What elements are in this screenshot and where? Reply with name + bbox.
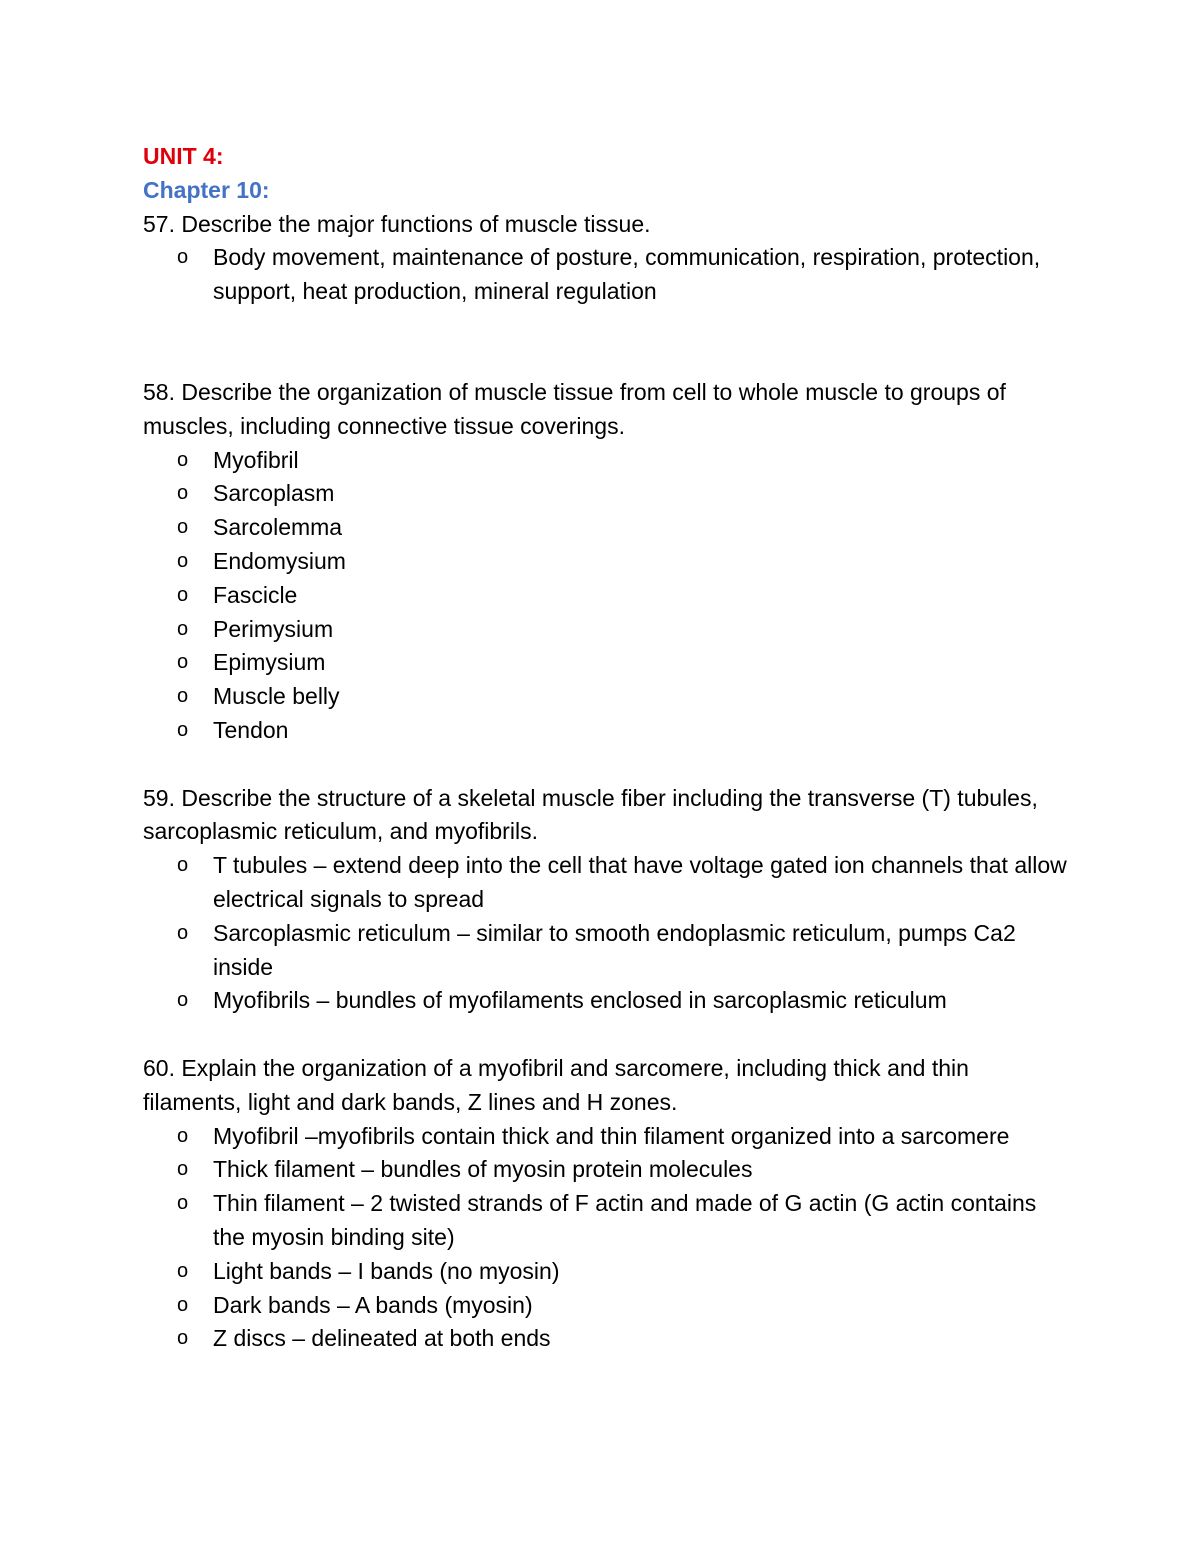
list-item: o Thin filament – 2 twisted strands of F actin and made of G actin (G actin contains the myosin binding site) — [143, 1187, 1073, 1255]
bullet-icon: o — [177, 1158, 189, 1181]
list-item: o Thick filament – bundles of myosin protein molecules — [143, 1153, 1073, 1187]
question-58: 58. Describe the organization of muscle tissue from cell to whole muscle to groups of muscles, including connective tissue coverings. — [143, 378, 1006, 439]
list-item: o Dark bands – A bands (myosin) — [143, 1289, 1073, 1323]
bullet-icon: o — [177, 651, 189, 674]
list-item: o T tubules – extend deep into the cell that have voltage gated ion channels that allow electrical signals to spread — [143, 849, 1073, 917]
bullet-icon: o — [177, 448, 189, 471]
list-item: o Sarcolemma — [143, 511, 1073, 545]
bullet-icon: o — [177, 482, 189, 505]
list-item: o Z discs – delineated at both ends — [143, 1322, 1073, 1356]
spacer — [143, 1018, 1073, 1052]
bullet-icon: o — [177, 854, 189, 877]
bullet-icon: o — [177, 617, 189, 640]
list-item: o Myofibril — [143, 444, 1073, 478]
bullet-icon: o — [177, 583, 189, 606]
list-item: o Perimysium — [143, 613, 1073, 647]
list-item: o Endomysium — [143, 545, 1073, 579]
list-item: o Tendon — [143, 714, 1073, 748]
bullet-icon: o — [177, 1192, 189, 1215]
bullet-icon: o — [177, 1259, 189, 1282]
document-page — [143, 140, 1073, 1356]
bullet-icon: o — [177, 921, 189, 944]
list-item: o Muscle belly — [143, 680, 1073, 714]
list-item: o Myofibrils – bundles of myofilaments enclosed in sarcoplasmic reticulum — [143, 984, 1073, 1018]
chapter-title: Chapter 10: — [143, 176, 270, 203]
list-item: o Fascicle — [143, 579, 1073, 613]
bullet-icon: o — [177, 516, 189, 539]
list-item: o Myofibril –myofibrils contain thick and thin filament organized into a sarcomere — [143, 1120, 1073, 1154]
answer-list-60 — [143, 1120, 1073, 1357]
list-item: o Body movement, maintenance of posture, communication, respiration, protection, support, heat production, mineral regulation — [143, 241, 1073, 309]
bullet-icon: o — [177, 549, 189, 572]
list-item: o Sarcoplasm — [143, 477, 1073, 511]
bullet-icon: o — [177, 1124, 189, 1147]
bullet-icon: o — [177, 246, 189, 269]
bullet-icon: o — [177, 1293, 189, 1316]
bullet-icon: o — [177, 1327, 189, 1350]
unit-title: UNIT 4: — [143, 143, 224, 169]
list-item: o Sarcoplasmic reticulum – similar to smooth endoplasmic reticulum, pumps Ca2 inside — [143, 917, 1073, 985]
answer-list-57 — [143, 241, 1073, 309]
question-57: 57. Describe the major functions of muscle tissue. — [143, 210, 651, 237]
list-item: o Epimysium — [143, 646, 1073, 680]
list-item: o Light bands – I bands (no myosin) — [143, 1255, 1073, 1289]
bullet-icon: o — [177, 989, 189, 1012]
question-59: 59. Describe the structure of a skeletal muscle fiber including the transverse (T) tubules, sarcoplasmic reticulum, and myofibrils. — [143, 784, 1038, 845]
spacer — [143, 748, 1073, 782]
answer-list-58 — [143, 444, 1073, 748]
bullet-icon: o — [177, 685, 189, 708]
bullet-icon: o — [177, 718, 189, 741]
question-60: 60. Explain the organization of a myofibril and sarcomere, including thick and thin filaments, light and dark bands, Z lines and H zones. — [143, 1054, 969, 1115]
answer-list-59 — [143, 849, 1073, 1018]
spacer — [143, 309, 1073, 376]
